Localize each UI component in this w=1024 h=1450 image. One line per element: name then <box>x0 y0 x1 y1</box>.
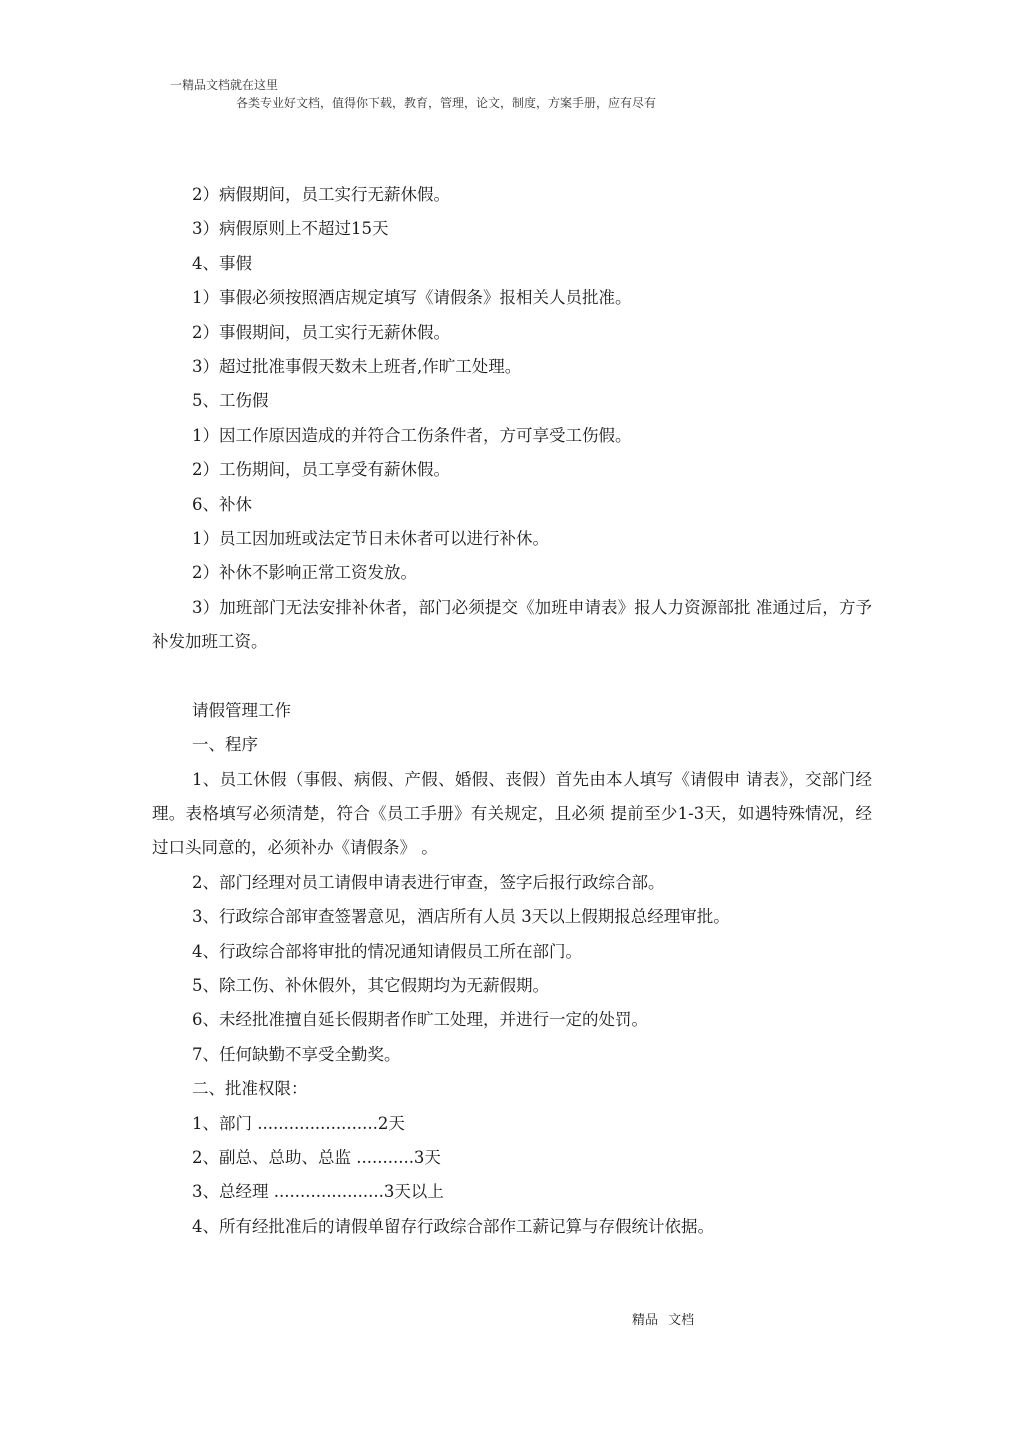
text-line: 1）因工作原因造成的并符合工伤条件者，方可享受工伤假。 <box>192 425 632 445</box>
text-line: 7、任何缺勤不享受全勤奖。 <box>192 1044 401 1064</box>
approval-item: 1、部门 .......................2天 <box>192 1113 405 1133</box>
text-line: 2）补休不影响正常工资发放。 <box>192 563 417 583</box>
footer-text: 精品 文档 <box>632 1313 695 1328</box>
section-title: 请假管理工作 <box>192 700 291 720</box>
text-line: 6、补休 <box>192 494 252 514</box>
text-line: 1）事假必须按照酒店规定填写《请假条》报相关人员批准。 <box>192 288 632 308</box>
header-line2: 各类专业好文档，值得你下载，教育，管理，论文，制度，方案手册，应有尽有 <box>236 96 657 110</box>
subsection-title: 二、批准权限： <box>192 1079 308 1099</box>
text-line: 2、部门经理对员工请假申请表进行审查，签字后报行政综合部。 <box>192 872 665 892</box>
text-line: 2）病假期间，员工实行无薪休假。 <box>192 185 450 204</box>
text-line: 3、行政综合部审查签署意见，酒店所有人员 3天以上假期报总经理审批。 <box>192 907 730 927</box>
text-line: 4、事假 <box>192 253 252 273</box>
text-line: 5、除工伤、补休假外，其它假期均为无薪假期。 <box>192 976 549 996</box>
subsection-title: 一、程序 <box>192 735 258 755</box>
text-line: 4、行政综合部将审批的情况通知请假员工所在部门。 <box>192 941 582 961</box>
paragraph: 3）加班部门无法安排补休者，部门必须提交《加班申请表》报人力资源部批 准通过后，方予补发加班工资。 <box>152 597 872 652</box>
header-line1: 一精品文档就在这里 <box>170 78 279 92</box>
approval-item: 2、副总、总助、总监 ...........3天 <box>192 1148 441 1168</box>
approval-item: 3、总经理 .....................3天以上 <box>192 1182 444 1202</box>
paragraph: 1、员工休假（事假、病假、产假、婚假、丧假）首先由本人填写《请假申 请表》，交部门经理。表格填写必须清楚，符合《员工手册》有关规定，且必须 提前至少1-3天，如遇特殊情况，经过口头同意的，必须补办《请假条》 。 <box>152 769 872 858</box>
document-body <box>152 178 872 1244</box>
text-line: 3）病假原则上不超过15天 <box>192 219 389 239</box>
text-line: 5、工伤假 <box>192 391 269 411</box>
text-line: 6、未经批准擅自延长假期者作旷工处理，并进行一定的处罚。 <box>192 1010 648 1030</box>
approval-item: 4、所有经批准后的请假单留存行政综合部作工薪记算与存假统计依据。 <box>192 1216 714 1236</box>
spacer <box>152 660 872 694</box>
text-line: 2）事假期间，员工实行无薪休假。 <box>192 322 450 342</box>
text-line: 1）员工因加班或法定节日未休者可以进行补休。 <box>192 528 549 548</box>
text-line: 2）工伤期间，员工享受有薪休假。 <box>192 460 450 480</box>
text-line: 3）超过批准事假天数未上班者,作旷工处理。 <box>192 356 522 376</box>
